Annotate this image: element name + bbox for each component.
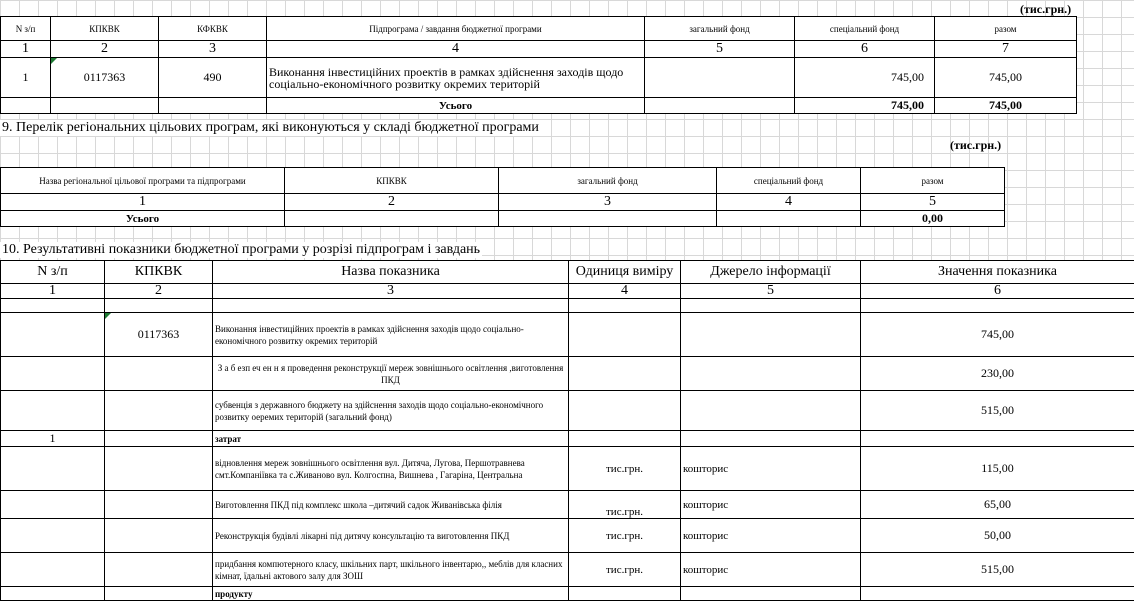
unit-cell: тис.грн. <box>569 519 681 553</box>
sum-label: Усього <box>1 211 285 227</box>
row-number <box>1 519 105 553</box>
kpkvk-cell <box>105 519 213 553</box>
indicator-name: придбання компютерного класу, шкільних парт, шкільного інвентарю,, меблів для класних кімнат, їдальні актового залу для ЗОШ <box>213 553 569 587</box>
row-number <box>1 553 105 587</box>
kpkvk-cell <box>105 447 213 491</box>
row-number <box>1 313 105 357</box>
unit-label-top: (тис.грн.) <box>1020 2 1071 17</box>
indicator-category: продукту <box>213 587 569 601</box>
column-number: 4 <box>267 41 645 58</box>
header-cell: загальний фонд <box>499 168 717 194</box>
column-number: 4 <box>717 194 861 211</box>
comment-marker-icon <box>105 313 111 319</box>
special-fund-cell: 745,00 <box>795 58 935 98</box>
column-number: 2 <box>285 194 499 211</box>
row-number <box>1 587 105 601</box>
kpkvk-cell <box>105 553 213 587</box>
unit-cell: тис.грн. <box>569 491 681 519</box>
indicator-name: З а б езп еч ен н я проведення реконструкції мереж зовнішнього освітлення ,виготовлення ПКД <box>213 357 569 391</box>
row-number: 1 <box>1 58 51 98</box>
source-cell <box>681 357 861 391</box>
header-cell: разом <box>861 168 1005 194</box>
header-cell: спеціальний фонд <box>717 168 861 194</box>
row-number <box>1 447 105 491</box>
value-cell: 745,00 <box>861 313 1134 357</box>
unit-cell <box>569 391 681 431</box>
subprogram-name: Виконання інвестиційних проектів в рамках здійснення заходів щодо соціально-економічного розвитку окремих територій <box>267 58 645 98</box>
table-header-row <box>1 17 1077 41</box>
kpkvk-cell <box>105 431 213 447</box>
column-number: 1 <box>1 284 105 299</box>
column-number: 6 <box>795 41 935 58</box>
kpkvk-cell <box>105 587 213 601</box>
source-cell <box>681 313 861 357</box>
value-cell: 115,00 <box>861 447 1134 491</box>
general-fund-cell <box>645 58 795 98</box>
column-number: 2 <box>51 41 159 58</box>
value-cell: 50,00 <box>861 519 1134 553</box>
unit-cell: тис.грн. <box>569 553 681 587</box>
header-cell: КПКВК <box>51 17 159 41</box>
unit-cell: тис.грн. <box>569 447 681 491</box>
regional-programs-table <box>0 167 1005 227</box>
column-number-row <box>1 194 1005 211</box>
value-cell: 65,00 <box>861 491 1134 519</box>
header-cell: Назва регіональної цільової програми та підпрограми <box>1 168 285 194</box>
table-header-row <box>1 261 1134 284</box>
table-row <box>1 58 1077 98</box>
table-row <box>1 519 1134 553</box>
kfkvk-cell: 490 <box>159 58 267 98</box>
table-row <box>1 553 1134 587</box>
row-number: 1 <box>1 431 105 447</box>
table-row <box>1 431 1134 447</box>
source-cell: кошторис <box>681 491 861 519</box>
header-cell: N з/п <box>1 261 105 284</box>
header-cell: N з/п <box>1 17 51 41</box>
source-cell: кошторис <box>681 553 861 587</box>
table-row <box>1 587 1134 601</box>
column-number: 7 <box>935 41 1077 58</box>
sum-general <box>645 98 795 114</box>
kpkvk-cell: 0117363 <box>105 313 213 357</box>
total-cell: 745,00 <box>935 58 1077 98</box>
header-cell: загальний фонд <box>645 17 795 41</box>
header-cell: КФКВК <box>159 17 267 41</box>
sum-row <box>1 211 1005 227</box>
indicator-name: Виготовлення ПКД під комплекс школа –дитячий садок Живанівська філія <box>213 491 569 519</box>
sum-label: Усього <box>267 98 645 114</box>
header-cell: Назва показника <box>213 261 569 284</box>
value-cell <box>861 587 1134 601</box>
source-cell <box>681 587 861 601</box>
unit-cell <box>569 357 681 391</box>
kpkvk-cell <box>105 391 213 431</box>
indicator-name: Реконструкція будівлі лікарні під дитячу консультацію та виготовлення ПКД <box>213 519 569 553</box>
header-cell: Джерело інформації <box>681 261 861 284</box>
column-number: 6 <box>861 284 1134 299</box>
column-number: 5 <box>681 284 861 299</box>
indicator-name: Виконання інвестиційних проектів в рамках здійснення заходів щодо соціально-економічного розвитку окремих територій <box>213 313 569 357</box>
table-row <box>1 491 1134 519</box>
unit-cell <box>569 313 681 357</box>
table-row <box>1 447 1134 491</box>
table-row <box>1 391 1134 431</box>
value-cell <box>861 431 1134 447</box>
source-cell: кошторис <box>681 519 861 553</box>
indicator-category: затрат <box>213 431 569 447</box>
table-row <box>1 357 1134 391</box>
unit-label-section-9: (тис.грн.) <box>950 138 1001 153</box>
column-number: 3 <box>499 194 717 211</box>
header-cell: КПКВК <box>285 168 499 194</box>
sum-total: 745,00 <box>935 98 1077 114</box>
source-cell: кошторис <box>681 447 861 491</box>
sum-row <box>1 98 1077 114</box>
subprogram-table <box>0 16 1077 114</box>
source-cell <box>681 391 861 431</box>
header-cell: спеціальний фонд <box>795 17 935 41</box>
unit-cell <box>569 587 681 601</box>
header-cell: Одиниця виміру <box>569 261 681 284</box>
column-number: 2 <box>105 284 213 299</box>
comment-marker-icon <box>51 58 57 64</box>
header-cell: Значення показника <box>861 261 1134 284</box>
table-row <box>1 313 1134 357</box>
value-cell: 515,00 <box>861 391 1134 431</box>
indicator-name: субвенція з державного бюджету на здійснення заходів щодо соціально-економічного розвитку оеремих територій (загальний фонд) <box>213 391 569 431</box>
column-number: 3 <box>213 284 569 299</box>
value-cell: 230,00 <box>861 357 1134 391</box>
header-cell: Підпрограма / завдання бюджетної програми <box>267 17 645 41</box>
value-cell: 515,00 <box>861 553 1134 587</box>
section-9-title: 9. Перелік регіональних цільових програм, які виконуються у складі бюджетної програми <box>0 120 541 136</box>
row-number <box>1 391 105 431</box>
section-10-title: 10. Результативні показники бюджетної програми у розрізі підпрограм і завдань <box>0 242 482 258</box>
table-header-row <box>1 168 1005 194</box>
source-cell <box>681 431 861 447</box>
indicator-name: відновлення мереж зовнішнього освітлення вул. Дитяча, Лугова, Першотравнева смт.Компаніївка та с.Живаново вул. Колгоспна, Вишнева , Гагаріна, Центральна <box>213 447 569 491</box>
column-number: 1 <box>1 41 51 58</box>
row-number <box>1 357 105 391</box>
kpkvk-cell <box>105 491 213 519</box>
header-cell: разом <box>935 17 1077 41</box>
header-cell: КПКВК <box>105 261 213 284</box>
column-number: 1 <box>1 194 285 211</box>
kpkvk-cell: 0117363 <box>51 58 159 98</box>
column-number-row <box>1 41 1077 58</box>
column-number: 5 <box>645 41 795 58</box>
unit-cell <box>569 431 681 447</box>
column-number: 3 <box>159 41 267 58</box>
performance-indicators-table <box>0 260 1134 601</box>
sum-special: 745,00 <box>795 98 935 114</box>
column-number: 4 <box>569 284 681 299</box>
sum-total: 0,00 <box>861 211 1005 227</box>
row-number <box>1 491 105 519</box>
kpkvk-cell <box>105 357 213 391</box>
column-number-row <box>1 284 1134 299</box>
column-number: 5 <box>861 194 1005 211</box>
